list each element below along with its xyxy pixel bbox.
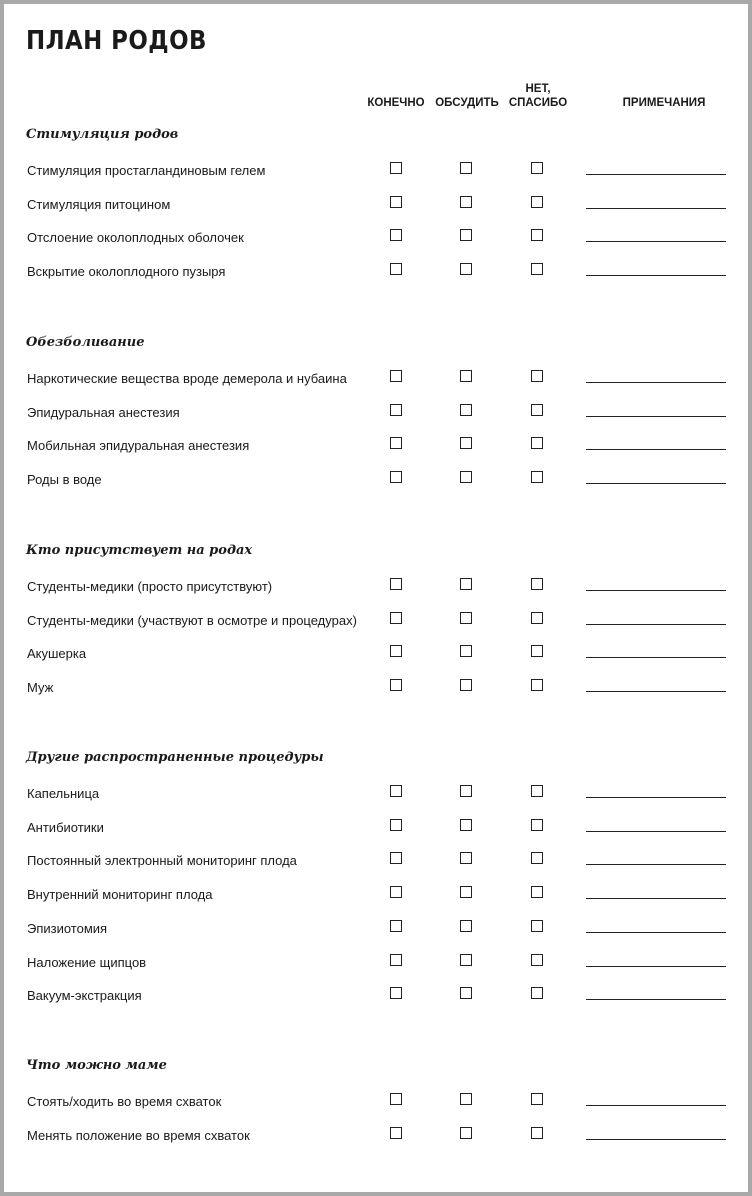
row-label: Отслоение околоплодных оболочек: [27, 230, 244, 246]
form-row: [4, 436, 748, 456]
form-row: [4, 1126, 748, 1146]
checkbox-no[interactable]: [531, 920, 543, 932]
checkbox-discuss[interactable]: [460, 404, 472, 416]
checkbox-discuss[interactable]: [460, 987, 472, 999]
column-header-no: [488, 82, 588, 110]
checkbox-yes[interactable]: [390, 370, 402, 382]
checkbox-yes[interactable]: [390, 987, 402, 999]
checkbox-yes[interactable]: [390, 229, 402, 241]
form-row: [4, 161, 748, 181]
form-row: [4, 262, 748, 282]
checkbox-no[interactable]: [531, 162, 543, 174]
checkbox-no[interactable]: [531, 404, 543, 416]
checkbox-no[interactable]: [531, 1127, 543, 1139]
row-label: Стимуляция питоцином: [27, 196, 171, 212]
form-row: [4, 851, 748, 871]
form-row: [4, 784, 748, 804]
checkbox-discuss[interactable]: [460, 1093, 472, 1105]
checkbox-yes[interactable]: [390, 785, 402, 797]
birth-plan-form: [4, 4, 748, 1192]
form-row: [4, 644, 748, 664]
notes-line[interactable]: [586, 1139, 726, 1140]
notes-line[interactable]: [586, 999, 726, 1000]
checkbox-no[interactable]: [531, 437, 543, 449]
checkbox-no[interactable]: [531, 785, 543, 797]
column-header-notes: ПРИМЕЧАНИЯ: [622, 97, 706, 109]
notes-line[interactable]: [586, 1105, 726, 1106]
checkbox-no[interactable]: [531, 679, 543, 691]
row-label: Внутренний мониторинг плода: [27, 887, 213, 903]
checkbox-yes[interactable]: [390, 886, 402, 898]
notes-line[interactable]: [586, 483, 726, 484]
row-label: Постоянный электронный мониторинг плода: [27, 853, 297, 869]
form-row: [4, 228, 748, 248]
row-label: Вскрытие околоплодного пузыря: [27, 264, 226, 280]
notes-line[interactable]: [586, 449, 726, 450]
notes-line[interactable]: [586, 657, 726, 658]
form-row: [4, 1092, 748, 1112]
checkbox-no[interactable]: [531, 263, 543, 275]
checkbox-yes[interactable]: [390, 954, 402, 966]
checkbox-no[interactable]: [531, 819, 543, 831]
notes-line[interactable]: [586, 208, 726, 209]
row-label: Наркотические вещества вроде демерола и нубаина: [27, 371, 347, 386]
checkbox-discuss[interactable]: [460, 370, 472, 382]
notes-line[interactable]: [586, 932, 726, 933]
checkbox-no[interactable]: [531, 987, 543, 999]
notes-line[interactable]: [586, 241, 726, 242]
form-row: [4, 885, 748, 905]
row-label: Эпидуральная анестезия: [27, 404, 180, 420]
checkbox-yes[interactable]: [390, 162, 402, 174]
form-row: [4, 195, 748, 215]
checkbox-no[interactable]: [531, 471, 543, 483]
section-heading: Стимуляция родов: [26, 127, 179, 142]
form-row: [4, 986, 748, 1006]
checkbox-no[interactable]: [531, 196, 543, 208]
checkbox-discuss[interactable]: [460, 263, 472, 275]
checkbox-discuss[interactable]: [460, 886, 472, 898]
checkbox-discuss[interactable]: [460, 578, 472, 590]
checkbox-yes[interactable]: [390, 1127, 402, 1139]
checkbox-discuss[interactable]: [460, 645, 472, 657]
notes-line[interactable]: [586, 797, 726, 798]
notes-line[interactable]: [586, 831, 726, 832]
checkbox-no[interactable]: [531, 886, 543, 898]
form-row: [4, 919, 748, 939]
row-label: Антибиотики: [27, 819, 104, 835]
row-label: Эпизиотомия: [27, 920, 108, 936]
notes-line[interactable]: [586, 174, 726, 175]
row-label: Стоять/ходить во время схваток: [27, 1094, 222, 1109]
section-heading: Другие распространенные процедуры: [26, 750, 324, 765]
row-label: Муж: [27, 680, 54, 696]
notes-line[interactable]: [586, 382, 726, 383]
section-heading: Обезболивание: [26, 335, 145, 350]
checkbox-yes[interactable]: [390, 437, 402, 449]
form-row: [4, 678, 748, 698]
form-row: [4, 611, 748, 631]
checkbox-yes[interactable]: [390, 263, 402, 275]
notes-line[interactable]: [586, 966, 726, 967]
section-heading: Кто присутствует на родах: [26, 543, 253, 558]
notes-line[interactable]: [586, 590, 726, 591]
checkbox-discuss[interactable]: [460, 819, 472, 831]
checkbox-discuss[interactable]: [460, 679, 472, 691]
checkbox-yes[interactable]: [390, 645, 402, 657]
checkbox-yes[interactable]: [390, 404, 402, 416]
checkbox-discuss[interactable]: [460, 471, 472, 483]
form-row: [4, 470, 748, 490]
form-row: [4, 403, 748, 423]
row-label: Стимуляция простагландиновым гелем: [27, 163, 266, 178]
checkbox-discuss[interactable]: [460, 437, 472, 449]
checkbox-discuss[interactable]: [460, 612, 472, 624]
checkbox-discuss[interactable]: [460, 954, 472, 966]
checkbox-yes[interactable]: [390, 196, 402, 208]
column-header-no-line1: НЕТ,: [525, 83, 551, 95]
row-label: Менять положение во время схваток: [27, 1127, 250, 1143]
column-header-no-line2: СПАСИБО: [508, 97, 568, 109]
column-header-yes: КОНЕЧНО: [367, 97, 425, 109]
checkbox-no[interactable]: [531, 954, 543, 966]
form-row: [4, 577, 748, 597]
checkbox-no[interactable]: [531, 370, 543, 382]
checkbox-no[interactable]: [531, 578, 543, 590]
checkbox-no[interactable]: [531, 852, 543, 864]
row-label: Роды в воде: [27, 472, 102, 488]
checkbox-discuss[interactable]: [460, 196, 472, 208]
column-header-discuss: ОБСУДИТЬ: [435, 97, 499, 109]
checkbox-yes[interactable]: [390, 578, 402, 590]
form-row: [4, 818, 748, 838]
notes-line[interactable]: [586, 898, 726, 899]
row-label: Акушерка: [27, 646, 87, 662]
page-title: ПЛАН РОДОВ: [26, 26, 207, 56]
checkbox-yes[interactable]: [390, 852, 402, 864]
checkbox-yes[interactable]: [390, 819, 402, 831]
row-label: Вакуум-экстракция: [27, 988, 142, 1004]
notes-line[interactable]: [586, 275, 726, 276]
checkbox-discuss[interactable]: [460, 1127, 472, 1139]
checkbox-discuss[interactable]: [460, 162, 472, 174]
checkbox-yes[interactable]: [390, 920, 402, 932]
notes-line[interactable]: [586, 624, 726, 625]
checkbox-yes[interactable]: [390, 679, 402, 691]
row-label: Капельница: [27, 786, 100, 801]
notes-line[interactable]: [586, 864, 726, 865]
checkbox-yes[interactable]: [390, 612, 402, 624]
checkbox-discuss[interactable]: [460, 785, 472, 797]
checkbox-no[interactable]: [531, 229, 543, 241]
form-row: [4, 369, 748, 389]
checkbox-no[interactable]: [531, 612, 543, 624]
section-heading: Что можно маме: [26, 1058, 167, 1073]
checkbox-yes[interactable]: [390, 471, 402, 483]
form-row: [4, 953, 748, 973]
checkbox-discuss[interactable]: [460, 920, 472, 932]
checkbox-discuss[interactable]: [460, 229, 472, 241]
checkbox-yes[interactable]: [390, 1093, 402, 1105]
row-label: Наложение щипцов: [27, 954, 147, 970]
checkbox-no[interactable]: [531, 645, 543, 657]
checkbox-discuss[interactable]: [460, 852, 472, 864]
row-label: Студенты-медики (участвуют в осмотре и процедурах): [27, 612, 357, 628]
checkbox-no[interactable]: [531, 1093, 543, 1105]
notes-line[interactable]: [586, 416, 726, 417]
row-label: Мобильная эпидуральная анестезия: [27, 438, 250, 454]
row-label: Студенты-медики (просто присутствуют): [27, 579, 273, 594]
notes-line[interactable]: [586, 691, 726, 692]
